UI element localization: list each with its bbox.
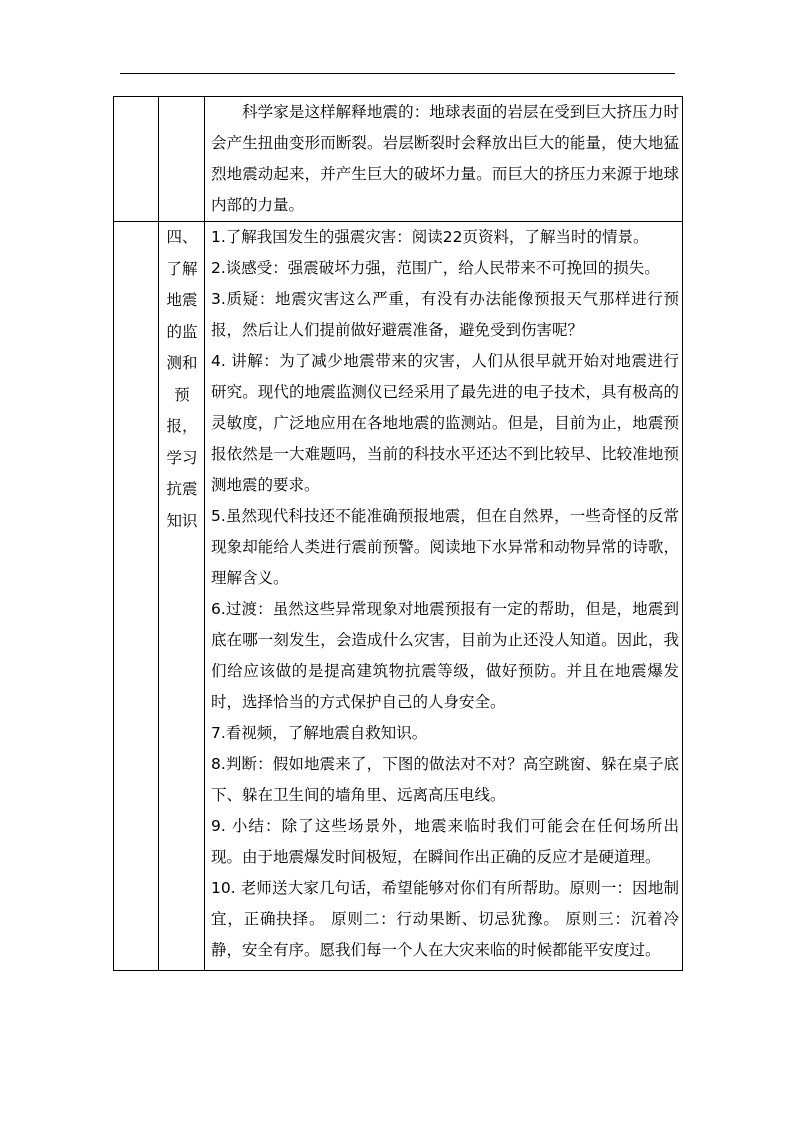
- stage-cell: [159, 222, 205, 971]
- step-6: 6.过渡：虽然这些异常现象对地震预报有一定的帮助，但是，地震到底在哪一刻发生，会造成什么灾害，目前为止还没人知道。因此，我们给应该做的是提高建筑物抗震等级，做好预防。并且在地震爆发时，选择恰当的方式保护自己的人身安全。: [211, 600, 679, 711]
- step-9: 9. 小结：除了这些场景外，地震来临时我们可能会在任何场所出现。由于地震爆发时间极短，在瞬间作出正确的反应才是硬道理。: [211, 817, 679, 866]
- lesson-plan-table: [113, 96, 683, 971]
- step-5: 5.虽然现代科技还不能准确预报地震，但在自然界，一些奇怪的反常现象却能给人类进行震前预警。阅读地下水异常和动物异常的诗歌，理解含义。: [211, 507, 679, 587]
- empty-cell: [159, 97, 205, 222]
- intro-paragraph: 科学家是这样解释地震的：地球表面的岩层在受到巨大挤压力时会产生扭曲变形而断裂。岩层断裂时会释放出巨大的能量，使大地猛烈地震动起来，并产生巨大的破坏力量。而巨大的挤压力来源于地球内部的力量。: [211, 103, 679, 214]
- step-4: 4. 讲解：为了减少地震带来的灾害，人们从很早就开始对地震进行研究。现代的地震监测仪已经采用了最先进的电子技术，具有极高的灵敏度，广泛地应用在各地地震的监测站。但是，目前为止，地震预报依然是一大难题吗，当前的科技水平还达不到比较早、比较准地预测地震的要求。: [211, 352, 679, 494]
- content-cell: [205, 222, 683, 971]
- table-row: [114, 222, 683, 971]
- step-7: 7.看视频，了解地震自救知识。: [211, 724, 428, 742]
- step-3: 3.质疑：地震灾害这么严重，有没有办法能像预报天气那样进行预报，然后让人们提前做好避震准备，避免受到伤害呢？: [211, 290, 679, 339]
- table-row: [114, 97, 683, 222]
- step-1: 1.了解我国发生的强震灾害：阅读22页资料，了解当时的情景。: [211, 228, 649, 246]
- content-cell: [205, 97, 683, 222]
- stage-label: 四、了解地震的监测和预报，学习抗震知识: [166, 228, 198, 530]
- step-2: 2.谈感受：强震破坏力强，范围广，给人民带来不可挽回的损失。: [211, 259, 660, 277]
- empty-cell: [114, 222, 159, 971]
- empty-cell: [114, 97, 159, 222]
- step-8: 8.判断：假如地震来了，下图的做法对不对？高空跳窗、躲在桌子底下、躲在卫生间的墙角里、远离高压电线。: [211, 755, 679, 804]
- step-10: 10. 老师送大家几句话，希望能够对你们有所帮助。原则一：因地制宜，正确抉择。 原则二：行动果断、切忌犹豫。 原则三：沉着冷静，安全有序。愿我们每一个人在大灾来临的时候都能平安度过。: [211, 879, 679, 959]
- header-rule: [120, 73, 675, 74]
